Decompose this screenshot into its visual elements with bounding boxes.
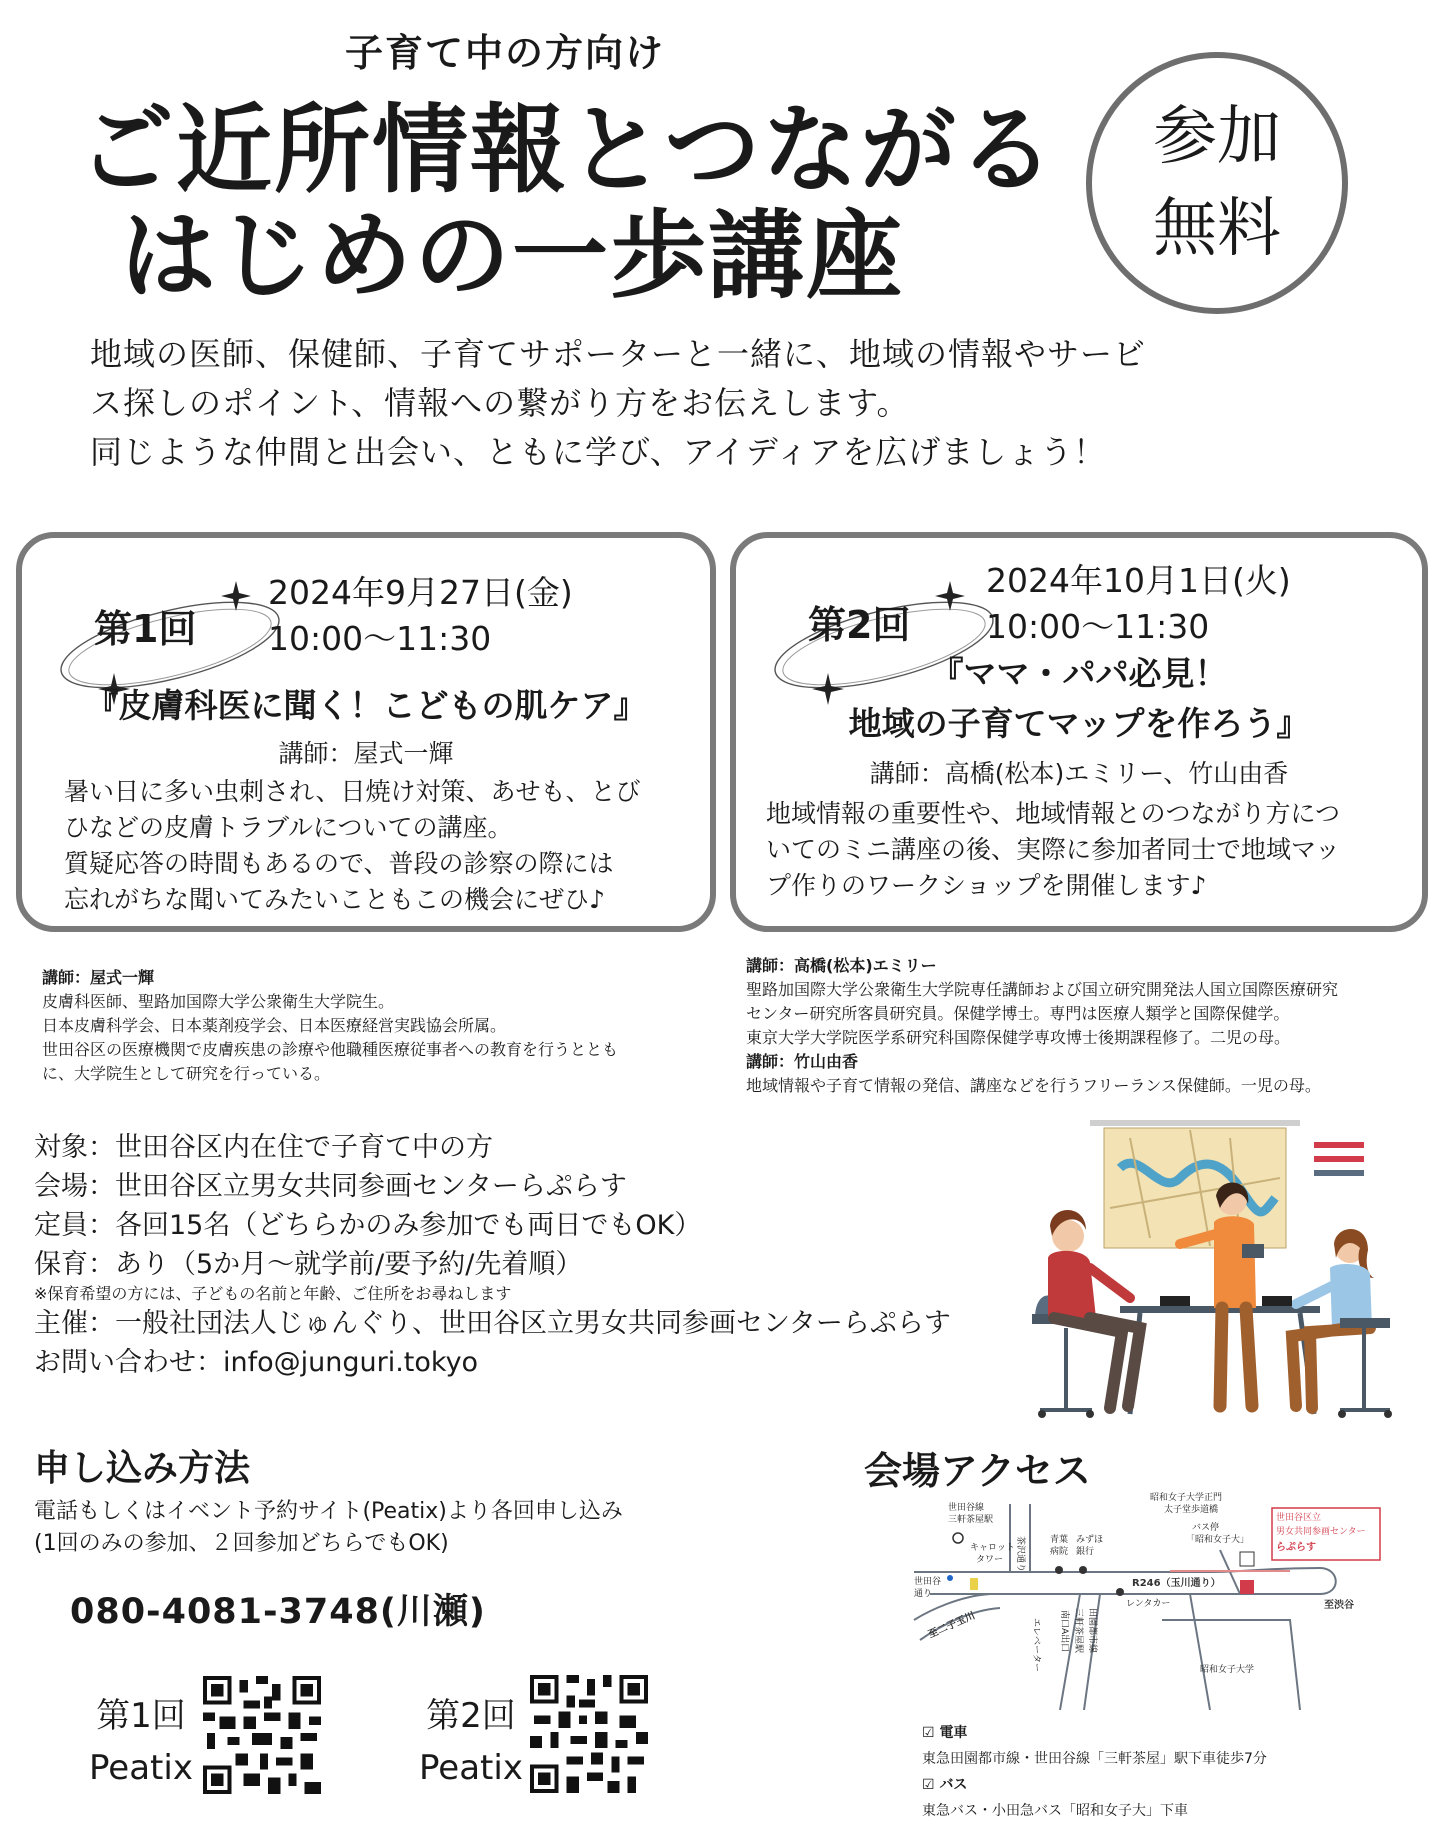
session-1-lecturer: 講師：屋式一輝 (278, 739, 454, 768)
bio-line: 皮膚科医師、聖路加国際大学公衆衛生大学院生。 (42, 992, 395, 1011)
bio-line: 東京大学大学院医学系研究科国際保健学専攻博士後期課程修了。二児の母。 (746, 1028, 1291, 1047)
session-1-desc-line: 忘れがちな聞いてみたいこともこの機会にぜひ♪ (64, 885, 605, 914)
bio-line: 世田谷区の医療機関で皮膚疾患の診療や他職種医療従事者への教育を行うととも (42, 1040, 619, 1059)
map-label: 青葉 (1050, 1535, 1069, 1545)
session-1-time: 10:00〜11:30 (268, 619, 492, 658)
map-label: 太子堂歩道橋 (1164, 1505, 1219, 1515)
session-1-description (64, 774, 641, 918)
detail-childcare-note: ※保育希望の方には、子どもの名前と年齢、ご住所をお尋ねします (34, 1284, 512, 1303)
lecturer-bio-left (42, 966, 618, 1086)
detail-venue: 会場：世田谷区立男女共同参画センターらぷらす (34, 1171, 627, 1202)
subtitle: 子育て中の方向け (345, 31, 666, 75)
session-card-1 (16, 532, 716, 932)
detail-target: 対象：世田谷区内在住で子育て中の方 (34, 1132, 493, 1163)
map-label: キャロット (970, 1543, 1015, 1553)
bio-line: センター研究所客員研究員。保健学博士。専門は医療人類学と国際保健学。 (746, 1004, 1290, 1023)
map-label: 世田谷 (914, 1577, 942, 1587)
map-label: タワー (976, 1555, 1004, 1565)
map-label: 至渋谷 (1324, 1600, 1354, 1611)
map-label: エレベーター (1031, 1618, 1041, 1673)
train-heading-text: 電車 (939, 1725, 968, 1741)
intro-line3: 同じような仲間と出会い、ともに学び、アイディアを広げましょう！ (90, 433, 1107, 471)
bus-heading: ☑ バス (922, 1777, 968, 1793)
map-label: 田園都市線 (1087, 1608, 1097, 1654)
session-2-topic-line2: 地域の子育てマップを作ろう』 (848, 704, 1310, 743)
session-1-desc-line: 質疑応答の時間もあるので、普段の診察の際には (64, 849, 614, 878)
map-label: 世田谷線 (948, 1503, 985, 1513)
session-1-label: 第1回 (94, 607, 197, 651)
bio-line: 日本皮膚科学会、日本薬剤疫学会、日本医療経営実践協会所属。 (42, 1016, 507, 1035)
detail-contact[interactable]: お問い合わせ：info@junguri.tokyo (34, 1347, 479, 1378)
map-label: 男女共同参画センター (1276, 1527, 1366, 1537)
session-2-datetime (986, 558, 1291, 650)
detail-capacity: 定員：各回15名（どちらかのみ参加でも両日でもOK） (34, 1210, 702, 1241)
bus-text: 東急バス・小田急バス「昭和女子大」下車 (922, 1803, 1188, 1819)
bio-line: 聖路加国際大学公衆衛生大学院専任講師および国立研究開発法人国立国際医療研究 (746, 980, 1339, 999)
qr-2-line1: 第2回 (426, 1696, 516, 1736)
session-1-topic: 『皮膚科医に聞く！こどもの肌ケア』 (85, 686, 647, 725)
qr-1-line1: 第1回 (96, 1696, 186, 1736)
intro-line2: ス探しのポイント、情報への繋がり方をお伝えします。 (90, 384, 910, 422)
bio-line: 地域情報や子育て情報の発信、講座などを行うフリーランス保健師。一児の母。 (746, 1076, 1321, 1095)
session-1-desc-line: 暑い日に多い虫刺され、日焼け対策、あせも、とび (64, 777, 641, 806)
session-2-time: 10:00〜11:30 (986, 607, 1210, 646)
bio-heading: 講師：屋式一輝 (42, 968, 155, 987)
qr-2-line2: Peatix (419, 1748, 523, 1788)
session-2-description (766, 796, 1340, 904)
apply-heading: 申し込み方法 (34, 1448, 251, 1489)
session-2-lecturer: 講師：高橋(松本)エミリー、竹山由香 (869, 759, 1289, 788)
map-label: らぷらす (1276, 1542, 1316, 1553)
map-label: 至二子玉川 (926, 1610, 977, 1641)
intro-text (90, 330, 1240, 477)
qr-1-line2: Peatix (89, 1748, 193, 1788)
map-label: 病院 (1050, 1547, 1069, 1557)
session-card-2 (730, 532, 1428, 932)
session-2-label: 第2回 (808, 603, 911, 647)
map-label: 茶沢通り (1015, 1536, 1025, 1573)
map-label: 昭和女子大学正門 (1150, 1493, 1223, 1503)
detail-organizer: 主催：一般社団法人じゅんぐり、世田谷区立男女共同参画センターらぷらす (34, 1308, 951, 1339)
session-2-desc-line: いてのミニ講座の後、実際に参加者同士で地域マッ (766, 835, 1341, 864)
apply-text (34, 1496, 623, 1560)
map-label: R246（玉川通り） (1132, 1578, 1221, 1589)
session-2-topic-line1: 『ママ・パパ必見！ (930, 654, 1228, 693)
bus-heading-text: バス (939, 1777, 968, 1793)
map-label: みずほ (1076, 1535, 1104, 1545)
map-label: 三軒茶屋駅 (948, 1515, 994, 1525)
train-text: 東急田園都市線・世田谷線「三軒茶屋」駅下車徒歩7分 (922, 1751, 1267, 1767)
access-notes (922, 1720, 1267, 1824)
access-map (910, 1490, 1390, 1710)
qr-2-label (396, 1690, 546, 1794)
map-label: 三軒茶屋駅 (1073, 1608, 1083, 1654)
qr-code-session-2[interactable] (530, 1674, 648, 1794)
badge-line2: 無料 (1153, 192, 1281, 266)
bio-line: に、大学院生として研究を行っている。 (42, 1064, 331, 1083)
access-heading: 会場アクセス (864, 1449, 1091, 1493)
phone-number[interactable]: 080-4081-3748(川瀬) (70, 1592, 486, 1632)
apply-line1: 電話もしくはイベント予約サイト(Peatix)より各回申し込み (34, 1499, 623, 1524)
session-1-datetime (268, 570, 573, 662)
map-label: 昭和女子大学 (1200, 1665, 1255, 1675)
session-1-date: 2024年9月27日(金) (268, 573, 573, 612)
map-label: 「昭和女子大」 (1186, 1535, 1250, 1545)
detail-childcare: 保育：あり（5か月〜就学前/要予約/先着順） (34, 1249, 583, 1280)
badge-line1: 参加 (1153, 100, 1281, 174)
session-2-desc-line: 地域情報の重要性や、地域情報とのつながり方につ (766, 799, 1341, 828)
bio-heading: 講師：竹山由香 (746, 1052, 859, 1071)
event-details (34, 1128, 951, 1382)
map-label: 南口A出口 (1059, 1610, 1069, 1653)
qr-code-session-1[interactable] (200, 1676, 324, 1794)
map-label: レンタカー (1126, 1599, 1171, 1609)
session-2-date: 2024年10月1日(火) (986, 561, 1291, 600)
train-heading: ☑ 電車 (922, 1725, 968, 1741)
map-label: 銀行 (1076, 1547, 1095, 1557)
qr-1-label (66, 1690, 216, 1794)
session-1-desc-line: ひなどの皮膚トラブルについての講座。 (64, 813, 513, 842)
meeting-illustration (1030, 1118, 1396, 1422)
lecturer-bio-right (746, 954, 1338, 1098)
bio-heading: 講師：高橋(松本)エミリー (746, 956, 937, 975)
map-label: 通り (914, 1589, 933, 1599)
apply-line2: (1回のみの参加、２回参加どちらでもOK) (34, 1531, 449, 1556)
page-title-line1: ご近所情報とつながる (78, 94, 1057, 206)
free-badge (1086, 52, 1348, 314)
session-2-desc-line: プ作りのワークショップを開催します♪ (766, 871, 1207, 900)
intro-line1: 地域の医師、保健師、子育てサポーターと一緒に、地域の情報やサービ (90, 335, 1147, 373)
map-label: 世田谷区立 (1276, 1513, 1322, 1523)
map-label: バス停 (1192, 1523, 1220, 1533)
page-title-line2: はじめの一歩講座 (120, 200, 904, 312)
